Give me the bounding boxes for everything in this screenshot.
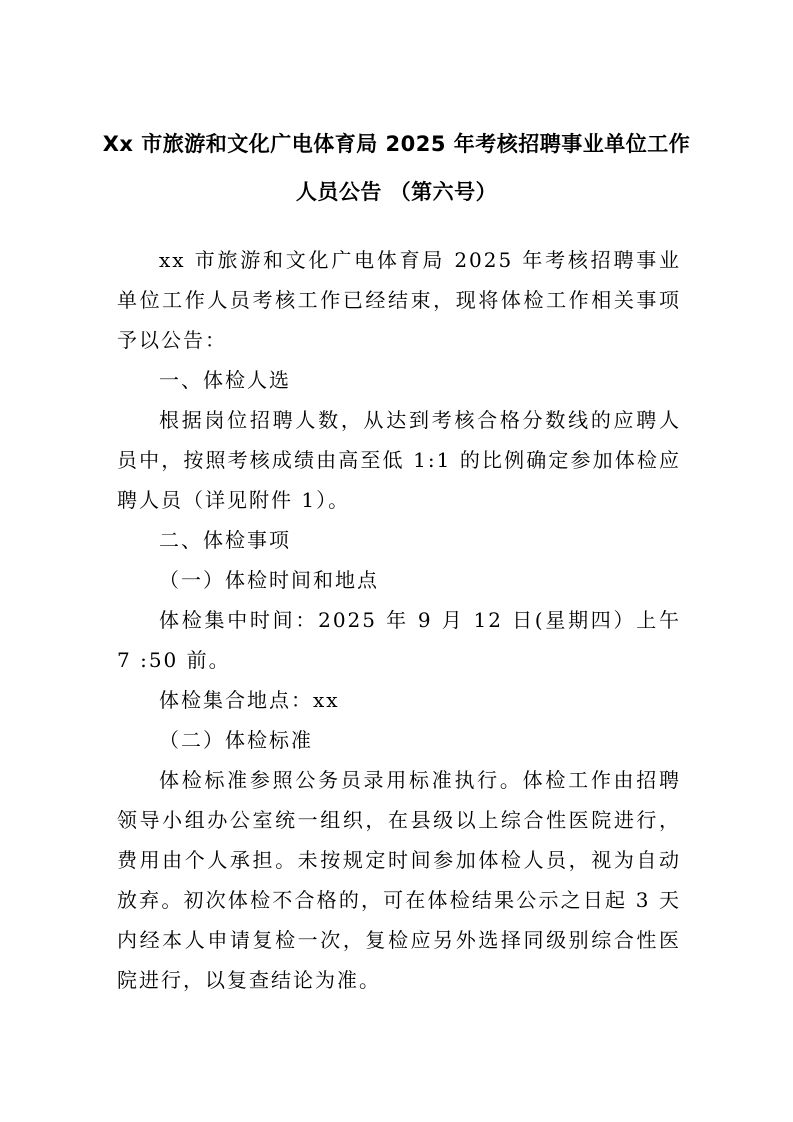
document-title-line1: Xx 市旅游和文化广电体育局 2025 年考核招聘事业单位工作	[102, 132, 691, 156]
section1-body: 根据岗位招聘人数，从达到考核合格分数线的应聘人员中，按照考核成绩由高至低 1:1 的比例确定参加体检应聘人员（详见附件 1）。	[117, 408, 681, 512]
intro-paragraph: xx 市旅游和文化广电体育局 2025 年考核招聘事业单位工作人员考核工作已经结束，现将体检工作相关事项予以公告：	[117, 248, 681, 352]
exam-place-paragraph: 体检集合地点：xx	[159, 688, 340, 712]
exam-time-paragraph: 体检集中时间：2025 年 9 月 12 日(星期四）上午 7 :50 前。	[117, 608, 681, 672]
section2-heading: 二、体检事项	[159, 528, 291, 552]
document-title-line2: 人员公告 （第六号）	[295, 180, 498, 204]
exam-standard-paragraph: 体检标准参照公务员录用标准执行。体检工作由招聘领导小组办公室统一组织，在县级以上综合性医院进行，费用由个人承担。未按规定时间参加体检人员，视为自动放弃。初次体检不合格的，可在体检结果公示之日起 3 天内经本人申请复检一次，复检应另外选择同级别综合性医院进行，以复查结论为准。	[117, 768, 681, 992]
section1-heading: 一、体检人选	[159, 368, 291, 392]
document-body	[117, 240, 681, 1000]
section2-sub1-heading: （一）体检时间和地点	[159, 568, 379, 592]
section2-sub2-heading: （二）体检标准	[159, 728, 313, 752]
